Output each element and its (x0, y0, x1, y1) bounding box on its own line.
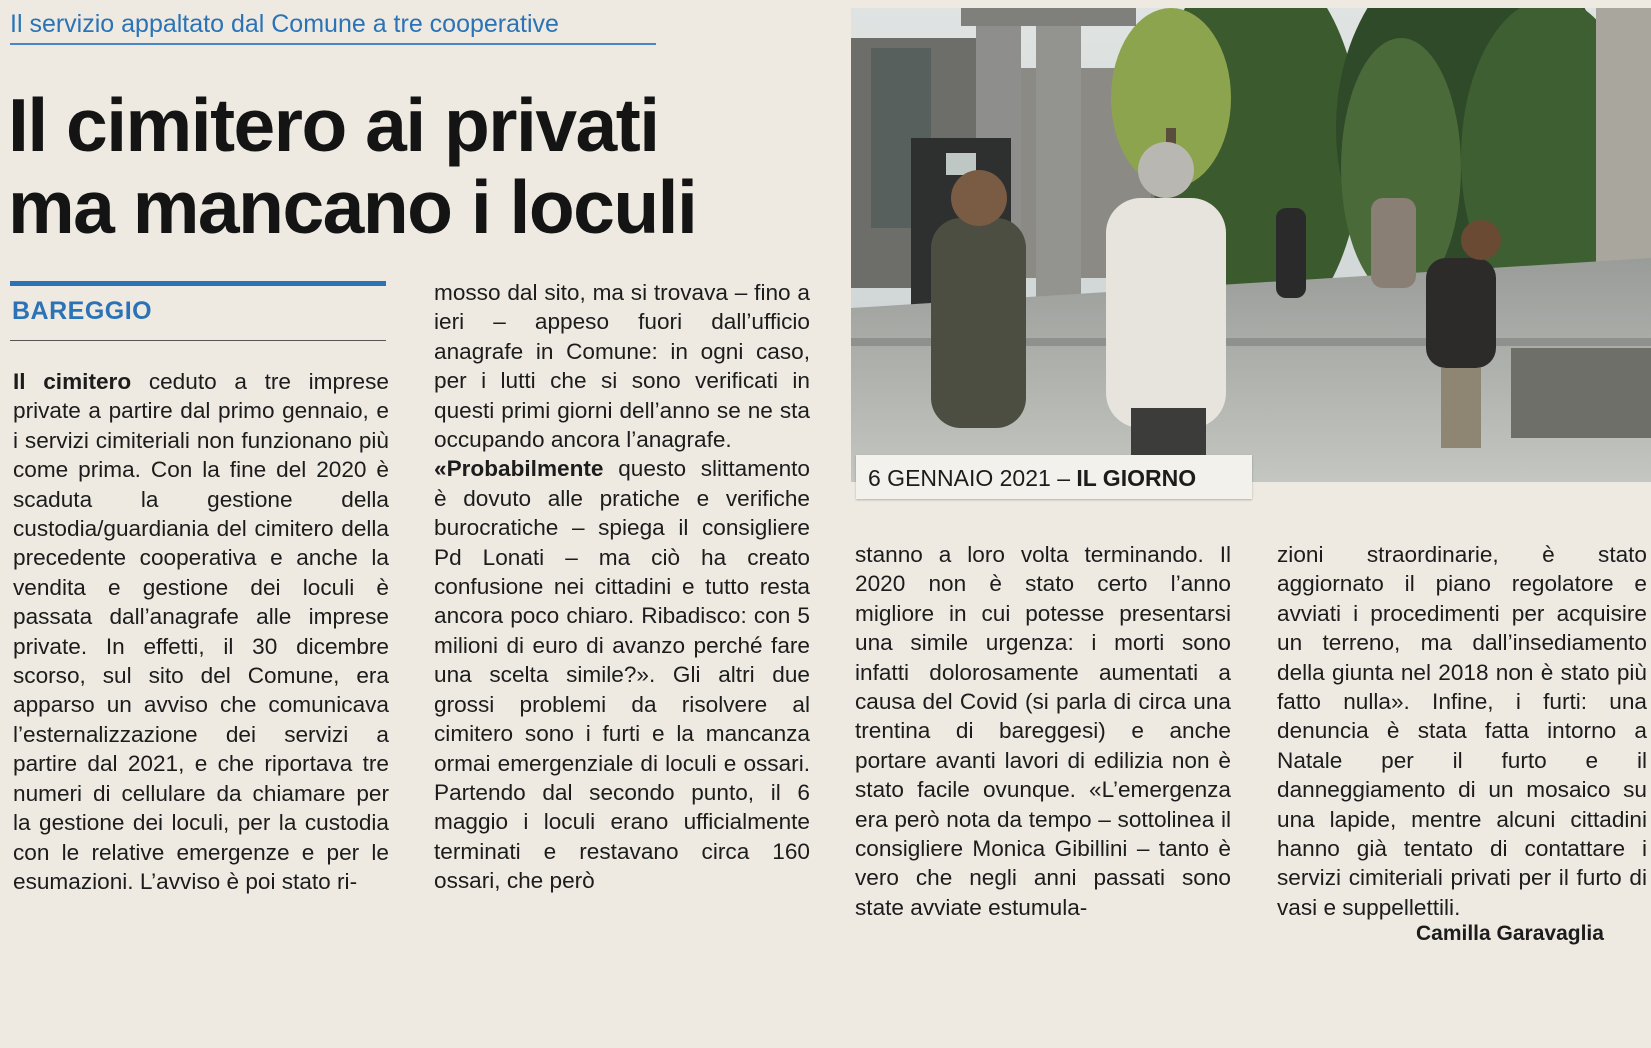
headline (8, 84, 798, 248)
headline-line-1: Il cimitero ai privati (8, 83, 659, 167)
headline-line-2: ma mancano i loculi (8, 165, 697, 249)
section-rule (10, 340, 386, 341)
caption-date: 6 GENNAIO 2021 – (868, 465, 1070, 491)
article-column-4 (1277, 540, 1647, 922)
kicker-underline (10, 43, 656, 45)
byline: Camilla Garavaglia (1416, 922, 1604, 945)
article-column-3 (855, 540, 1231, 922)
column-4-paragraph: zioni straordinarie, è stato aggiornato il piano regolatore e avviati i procedimenti per acquisire un terreno, ma dall’insediamento della giunta nel 2018 non è stato più fatto nulla». Infine, i furti: una denuncia è stata fatta intorno a Natale per il furto e il danneggiamento di un mosaico su una lapide, mentre alcuni cittadini hanno già tentato di contattare i servizi cimiteriali privati per il furto di vasi e suppellettili. (1277, 542, 1647, 920)
cemetery-photo (851, 8, 1651, 482)
kicker: Il servizio appaltato dal Comune a tre cooperative (10, 10, 559, 38)
newspaper-name: IL GIORNO (1076, 465, 1197, 491)
lead-bold: Il cimitero (13, 369, 132, 394)
section-bar (10, 281, 386, 286)
section-label: BAREGGIO (12, 297, 153, 325)
column-1-text: ceduto a tre imprese private a partire dal primo gennaio, e i servizi cimiteriali non funzionano più come prima. Con la fine del 2020 è scaduta la gestione della custodia/guardiania del cimitero della precedente cooperativa e anche la vendita e gestione dei loculi è passata dall’anagrafe alle imprese private. In effetti, il 30 dicembre scorso, sul sito del Comune, era apparso un avviso che comunicava l’esternalizzazione dei servizi a partire dal 2021, e che riportava tre numeri di cellulare da chiamare per la gestione dei loculi, per la custodia con le relative emergenze e per le esumazioni. L’avviso è poi stato ri- (13, 369, 389, 894)
article-column-1 (13, 367, 389, 896)
column-2-paragraph-2 (434, 454, 810, 895)
quote-bold: «Probabilmente (434, 456, 604, 482)
article-column-2 (434, 278, 810, 896)
photo-caption (856, 455, 1252, 499)
column-1-paragraph (13, 367, 389, 896)
caption-text (868, 465, 1196, 492)
column-2-paragraph-1: mosso dal sito, ma si trovava – fino a ieri – appeso fuori dall’ufficio anagrafe in Comune: in ogni caso, per i lutti che si sono verificati in questi primi giorni dell’anno se ne sta occupando ancora l’anagrafe. (434, 280, 810, 453)
column-3-paragraph: stanno a loro volta terminando. Il 2020 non è stato certo l’anno migliore in cui potesse presentarsi una simile urgenza: i morti sono infatti dolorosamente aumentati a causa del Covid (si parla di circa una trentina di bareggesi) e anche portare avanti lavori di edilizia non è stato facile ovunque. «L’emergenza era però nota da tempo – sottolinea il consigliere Monica Gibillini – tanto è vero che negli anni passati sono state avviate estumula- (855, 542, 1231, 920)
column-2-text: questo slittamento è dovuto alle pratiche e verifiche burocratiche – spiega il consigliere Pd Lonati – ma ciò ha creato confusione nei cittadini e tutto resta ancora poco chiaro. Ribadisco: con 5 milioni di euro di avanzo perché fare una scelta simile?». Gli altri due grossi problemi da risolvere al cimitero sono i furti e la mancanza ormai emergenziale di loculi e ossari. Partendo dal secondo punto, il 6 maggio i loculi erano ufficialmente terminati e restavano circa 160 ossari, che però (434, 456, 810, 894)
